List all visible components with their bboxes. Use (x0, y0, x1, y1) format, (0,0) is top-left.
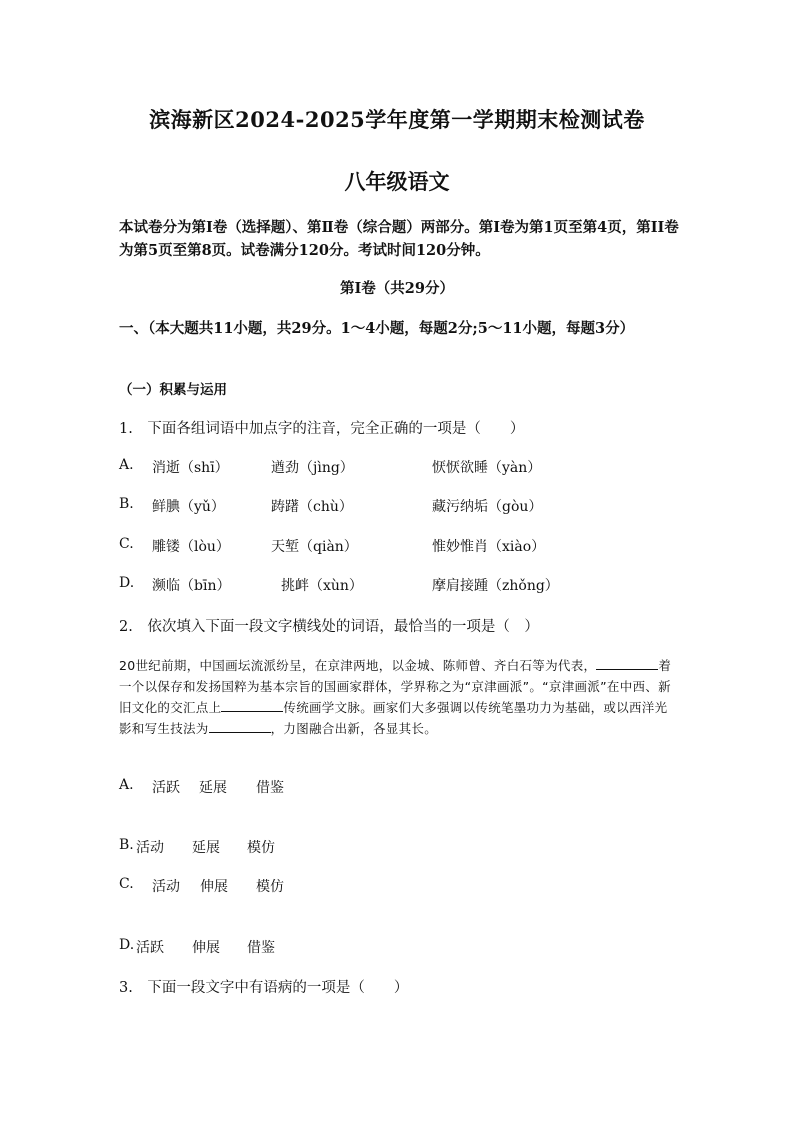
passage-text: 着一个以保存和发扬国粹为基本宗旨的国画家群体，学界称之为“京津画派”。“京津画派”在中西、新旧文化的交汇点上 (119, 658, 672, 715)
option-word: 藏污纳垢（gòu） (432, 499, 543, 515)
option-letter: D. (119, 575, 135, 591)
option-letter: D. (119, 937, 135, 953)
option-word: 摩肩接踵（zhǒng） (432, 578, 559, 594)
option-word: 活动 (136, 840, 164, 856)
exam-instructions: 本试卷分为第Ⅰ卷（选择题）、第Ⅱ卷（综合题）两部分。第Ⅰ卷为第1页至第4页，第II卷为第5页至第8页。试卷满分120分。考试时间120分钟。 (119, 219, 679, 259)
section-heading: 一、（本大题共11小题，共29分。1～4小题，每题2分;5～11小题，每题3分） (119, 320, 635, 337)
option-word: 伸展 (192, 940, 220, 956)
option-word: 惟妙惟肖（xiào） (432, 539, 546, 555)
option-word: 活动 (152, 879, 180, 895)
question-1-stem: 1. 下面各组词语中加点字的注音，完全正确的一项是（ ） (119, 421, 525, 437)
option-word: 借鉴 (256, 780, 284, 796)
subsection-heading: （一）积累与运用 (119, 382, 227, 398)
option-letter: C. (119, 876, 134, 892)
question-2-stem: 2. 依次填入下面一段文字横线处的词语，最恰当的一项是（ ） (119, 619, 539, 635)
passage-text: ，力图融合出新，各显其长。 (270, 721, 438, 736)
fill-blank-1 (596, 657, 658, 670)
passage-text: 传统画学文脉。画家们大多强调以传统笔墨功力为基础，或以西洋光影和写生技法为 (119, 700, 668, 736)
volume-heading: 第Ⅰ卷（共29分） (340, 280, 454, 297)
option-letter: A. (119, 457, 134, 473)
option-word: 挑衅（xùn） (281, 578, 363, 594)
option-word: 延展 (199, 780, 227, 796)
option-word: 模仿 (247, 840, 275, 856)
exam-title: 滨海新区2024-2025学年度第一学期期末检测试卷 (149, 107, 645, 132)
option-letter: B. (119, 496, 134, 512)
option-word: 活跃 (152, 780, 180, 796)
option-word: 伸展 (200, 879, 228, 895)
option-word: 消逝（shī） (152, 460, 229, 476)
option-letter: C. (119, 536, 134, 552)
option-word: 天堑（qiàn） (271, 539, 358, 555)
option-letter: A. (119, 777, 134, 793)
question-3-stem: 3. 下面一段文字中有语病的一项是（ ） (119, 980, 409, 996)
option-word: 延展 (192, 840, 220, 856)
option-word: 踌躇（chù） (271, 499, 353, 515)
question-2-passage (119, 655, 679, 739)
option-word: 模仿 (256, 879, 284, 895)
fill-blank-2 (221, 699, 283, 712)
option-letter: B. (119, 837, 134, 853)
option-word: 遒劲（jìng） (271, 460, 354, 476)
option-word: 鲜腆（yǔ） (152, 499, 225, 515)
option-word: 借鉴 (247, 940, 275, 956)
fill-blank-3 (209, 720, 271, 733)
option-word: 雕镂（lòu） (152, 539, 230, 555)
passage-text: 20世纪前期，中国画坛流派纷呈，在京津两地，以金城、陈师曾、齐白石等为代表， (119, 658, 597, 673)
option-word: 恹恹欲睡（yàn） (432, 460, 542, 476)
option-word: 活跃 (136, 940, 164, 956)
exam-subtitle: 八年级语文 (344, 169, 450, 194)
option-word: 濒临（bīn） (152, 578, 231, 594)
